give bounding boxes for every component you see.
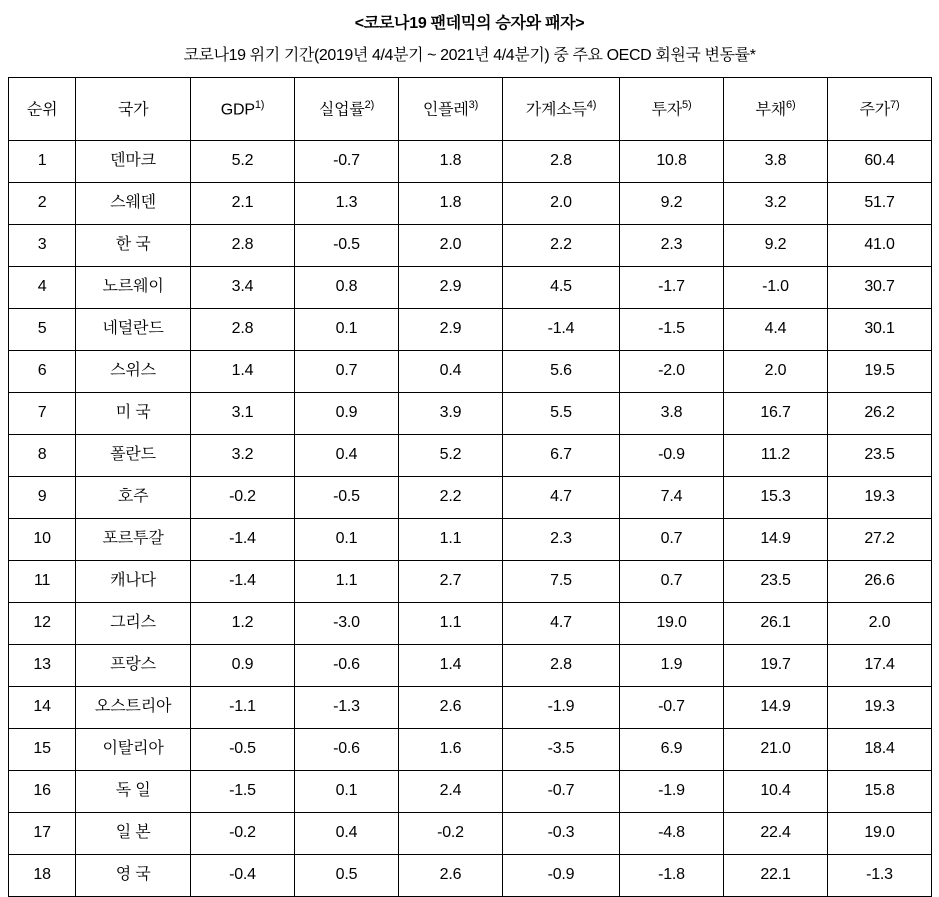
cell-debt: 4.4 [723,309,827,351]
cell-inflation: 0.4 [398,351,502,393]
cell-inflation: 2.6 [398,687,502,729]
cell-income: -1.4 [502,309,619,351]
cell-stock: 27.2 [827,519,931,561]
cell-income: -1.9 [502,687,619,729]
cell-income: 4.7 [502,603,619,645]
cell-rank: 3 [9,225,76,267]
cell-country: 노르웨이 [76,267,191,309]
table-header [9,78,932,141]
cell-rank: 11 [9,561,76,603]
cell-country: 영 국 [76,855,191,897]
table-row [9,645,932,687]
cell-debt: 22.4 [723,813,827,855]
column-header-country-label: 국가 [117,100,149,118]
column-header-country [76,78,191,141]
cell-income: 4.5 [502,267,619,309]
cell-stock: 51.7 [827,183,931,225]
cell-investment: 10.8 [619,141,723,183]
cell-rank: 1 [9,141,76,183]
cell-income: 2.2 [502,225,619,267]
cell-unemployment: 0.8 [294,267,398,309]
cell-unemployment: -0.5 [294,477,398,519]
cell-inflation: 1.1 [398,519,502,561]
table-row [9,393,932,435]
column-header-gdp-sup: 1) [254,98,265,111]
cell-debt: 2.0 [723,351,827,393]
page-title: <코로나19 팬데믹의 승자와 패자> [354,15,585,32]
cell-stock: 19.0 [827,813,931,855]
column-header-investment-sup: 5) [682,98,692,111]
cell-country: 스위스 [76,351,191,393]
cell-stock: 26.2 [827,393,931,435]
cell-gdp: -0.5 [190,729,294,771]
cell-country: 덴마크 [76,141,191,183]
cell-gdp: 3.1 [190,393,294,435]
column-header-debt [723,78,827,141]
cell-debt: 14.9 [723,687,827,729]
cell-gdp: -1.1 [190,687,294,729]
cell-inflation: 2.9 [398,267,502,309]
cell-stock: 19.3 [827,477,931,519]
cell-inflation: 2.6 [398,855,502,897]
document-page [0,10,939,884]
cell-country: 네덜란드 [76,309,191,351]
cell-gdp: 5.2 [190,141,294,183]
table-row [9,855,932,897]
cell-rank: 12 [9,603,76,645]
cell-rank: 8 [9,435,76,477]
column-header-income-label: 가계소득 [525,100,587,118]
table-row [9,477,932,519]
column-header-stock-sup: 7) [890,98,900,111]
cell-rank: 9 [9,477,76,519]
cell-unemployment: 0.1 [294,519,398,561]
table-row [9,351,932,393]
cell-income: -0.7 [502,771,619,813]
column-header-debt-label: 부채 [755,100,787,118]
table-row [9,309,932,351]
cell-inflation: 5.2 [398,435,502,477]
column-header-income [502,78,619,141]
column-header-debt-sup: 6) [786,98,796,111]
cell-unemployment: 0.4 [294,435,398,477]
cell-stock: 26.6 [827,561,931,603]
cell-investment: 2.3 [619,225,723,267]
cell-investment: 3.8 [619,393,723,435]
table-row [9,561,932,603]
cell-debt: 22.1 [723,855,827,897]
cell-income: 2.0 [502,183,619,225]
cell-investment: -1.7 [619,267,723,309]
cell-debt: 11.2 [723,435,827,477]
cell-debt: 9.2 [723,225,827,267]
column-header-investment-label: 투자 [651,100,683,118]
cell-investment: 0.7 [619,519,723,561]
cell-investment: 0.7 [619,561,723,603]
cell-stock: 19.3 [827,687,931,729]
cell-debt: 3.2 [723,183,827,225]
page-subtitle: 코로나19 위기 기간(2019년 4/4분기 ~ 2021년 4/4분기) 중 주요 OECD 회원국 변동률* [183,47,756,64]
cell-country: 스웨덴 [76,183,191,225]
cell-country: 폴란드 [76,435,191,477]
column-header-gdp [190,78,294,141]
column-header-stock [827,78,931,141]
table-row [9,519,932,561]
cell-stock: 23.5 [827,435,931,477]
cell-stock: -1.3 [827,855,931,897]
cell-rank: 18 [9,855,76,897]
cell-unemployment: 0.1 [294,771,398,813]
cell-investment: -0.7 [619,687,723,729]
cell-gdp: -0.2 [190,813,294,855]
cell-country: 캐나다 [76,561,191,603]
cell-unemployment: -3.0 [294,603,398,645]
cell-rank: 17 [9,813,76,855]
cell-rank: 14 [9,687,76,729]
cell-country: 포르투갈 [76,519,191,561]
table-row [9,435,932,477]
cell-inflation: 2.4 [398,771,502,813]
cell-income: 2.3 [502,519,619,561]
column-header-inflation [398,78,502,141]
column-header-gdp-label: GDP [220,100,255,118]
cell-unemployment: -0.7 [294,141,398,183]
cell-gdp: -1.4 [190,519,294,561]
cell-unemployment: -1.3 [294,687,398,729]
cell-unemployment: 1.3 [294,183,398,225]
cell-stock: 17.4 [827,645,931,687]
cell-unemployment: 0.9 [294,393,398,435]
cell-inflation: 1.6 [398,729,502,771]
cell-investment: -1.5 [619,309,723,351]
table-row [9,603,932,645]
cell-debt: -1.0 [723,267,827,309]
cell-stock: 41.0 [827,225,931,267]
cell-investment: 7.4 [619,477,723,519]
cell-gdp: 2.8 [190,225,294,267]
cell-debt: 14.9 [723,519,827,561]
cell-stock: 18.4 [827,729,931,771]
cell-income: 5.6 [502,351,619,393]
column-header-unemployment-sup: 2) [364,98,375,111]
cell-inflation: -0.2 [398,813,502,855]
cell-country: 이탈리아 [76,729,191,771]
cell-stock: 2.0 [827,603,931,645]
cell-unemployment: -0.6 [294,729,398,771]
cell-debt: 26.1 [723,603,827,645]
cell-unemployment: -0.6 [294,645,398,687]
column-header-stock-label: 주가 [859,100,891,118]
cell-investment: 9.2 [619,183,723,225]
table-row [9,813,932,855]
cell-rank: 10 [9,519,76,561]
column-header-inflation-sup: 3) [468,98,479,111]
cell-stock: 19.5 [827,351,931,393]
cell-gdp: 3.2 [190,435,294,477]
cell-rank: 2 [9,183,76,225]
cell-investment: -0.9 [619,435,723,477]
cell-gdp: 1.2 [190,603,294,645]
cell-income: -0.3 [502,813,619,855]
cell-income: 2.8 [502,645,619,687]
cell-gdp: 2.8 [190,309,294,351]
cell-investment: -4.8 [619,813,723,855]
cell-gdp: -0.2 [190,477,294,519]
table-row [9,141,932,183]
column-header-inflation-label: 인플레 [422,100,469,118]
cell-inflation: 1.8 [398,183,502,225]
cell-rank: 4 [9,267,76,309]
cell-inflation: 3.9 [398,393,502,435]
cell-stock: 30.1 [827,309,931,351]
cell-gdp: -1.4 [190,561,294,603]
table-row [9,771,932,813]
column-header-rank-label: 순위 [26,100,58,118]
table-header-row [9,78,932,141]
cell-gdp: -1.5 [190,771,294,813]
cell-unemployment: 0.5 [294,855,398,897]
cell-unemployment: 1.1 [294,561,398,603]
cell-rank: 5 [9,309,76,351]
cell-gdp: -0.4 [190,855,294,897]
cell-income: -0.9 [502,855,619,897]
column-header-unemployment [294,78,398,141]
cell-gdp: 1.4 [190,351,294,393]
cell-debt: 15.3 [723,477,827,519]
cell-debt: 19.7 [723,645,827,687]
cell-rank: 16 [9,771,76,813]
cell-country: 미 국 [76,393,191,435]
cell-investment: 1.9 [619,645,723,687]
cell-stock: 15.8 [827,771,931,813]
cell-gdp: 0.9 [190,645,294,687]
column-header-investment [619,78,723,141]
cell-inflation: 1.8 [398,141,502,183]
table-row [9,183,932,225]
cell-country: 일 본 [76,813,191,855]
cell-inflation: 1.4 [398,645,502,687]
cell-debt: 16.7 [723,393,827,435]
cell-stock: 60.4 [827,141,931,183]
cell-debt: 21.0 [723,729,827,771]
cell-country: 독 일 [76,771,191,813]
cell-inflation: 2.7 [398,561,502,603]
cell-gdp: 2.1 [190,183,294,225]
cell-inflation: 2.2 [398,477,502,519]
table-row [9,225,932,267]
table-container [0,77,939,897]
cell-income: -3.5 [502,729,619,771]
cell-income: 2.8 [502,141,619,183]
cell-inflation: 2.9 [398,309,502,351]
cell-income: 6.7 [502,435,619,477]
cell-unemployment: 0.7 [294,351,398,393]
cell-income: 7.5 [502,561,619,603]
table-row [9,267,932,309]
table-body [9,141,932,897]
cell-stock: 30.7 [827,267,931,309]
cell-investment: 6.9 [619,729,723,771]
cell-unemployment: -0.5 [294,225,398,267]
table-row [9,687,932,729]
cell-country: 한 국 [76,225,191,267]
cell-country: 그리스 [76,603,191,645]
cell-country: 오스트리아 [76,687,191,729]
cell-income: 4.7 [502,477,619,519]
cell-investment: -1.9 [619,771,723,813]
oecd-indicator-table [8,77,932,897]
cell-debt: 10.4 [723,771,827,813]
cell-income: 5.5 [502,393,619,435]
cell-investment: 19.0 [619,603,723,645]
cell-gdp: 3.4 [190,267,294,309]
cell-rank: 13 [9,645,76,687]
cell-debt: 23.5 [723,561,827,603]
cell-inflation: 1.1 [398,603,502,645]
cell-debt: 3.8 [723,141,827,183]
cell-inflation: 2.0 [398,225,502,267]
column-header-income-sup: 4) [586,98,597,111]
cell-unemployment: 0.4 [294,813,398,855]
cell-unemployment: 0.1 [294,309,398,351]
cell-rank: 7 [9,393,76,435]
cell-country: 호주 [76,477,191,519]
cell-rank: 15 [9,729,76,771]
column-header-unemployment-label: 실업률 [318,100,365,118]
column-header-rank [9,78,76,141]
cell-investment: -1.8 [619,855,723,897]
cell-rank: 6 [9,351,76,393]
table-row [9,729,932,771]
cell-investment: -2.0 [619,351,723,393]
cell-country: 프랑스 [76,645,191,687]
